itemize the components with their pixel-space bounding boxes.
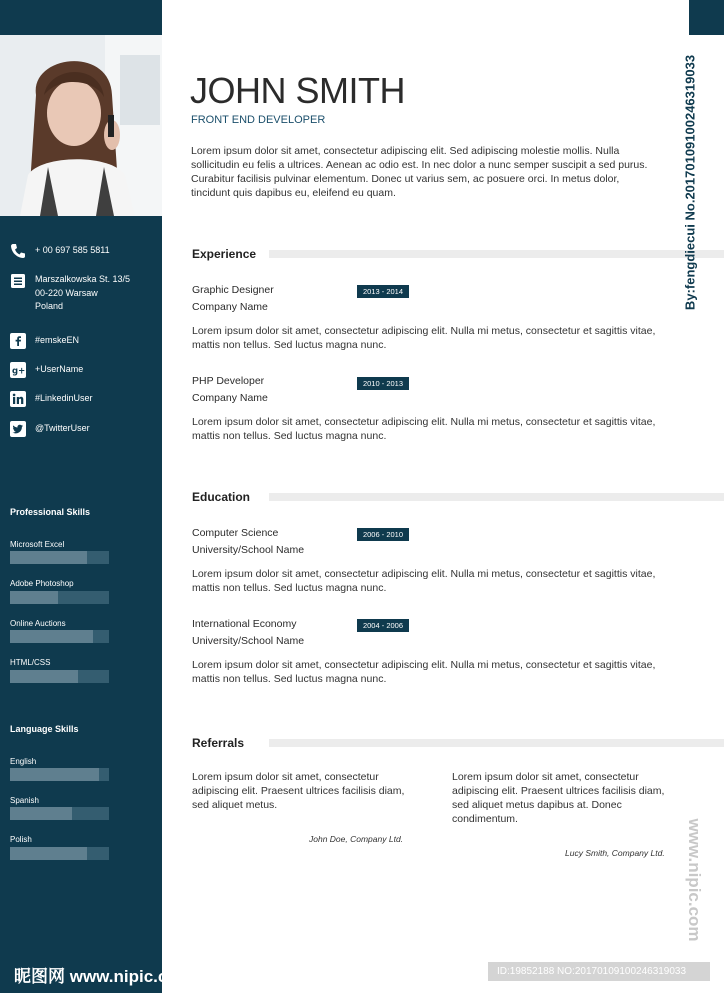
skill-label: Online Auctions [10, 619, 66, 628]
skill-bar-fill [10, 670, 78, 683]
language-bar-fill [10, 807, 72, 820]
language-label: Polish [10, 835, 32, 844]
skill-bar-fill [10, 591, 58, 604]
date-badge: 2013 - 2014 [357, 285, 409, 298]
education-heading: Education [192, 490, 251, 504]
skill-bar [10, 591, 109, 604]
intro-paragraph: Lorem ipsum dolor sit amet, consectetur adipiscing elit. Sed adipiscing molestie mollis. Nulla sollicitudin eu felis a ultrices. Aenean ac odio est. In nec dolor a nunc semper suscipit a sed purus. Curabitur facilisis pulvinar elementum. Donec ut varius sem, ac posuere orci. In metus dolor, tincidunt quis dapibus eu, eleifend eu quam. [191, 145, 648, 199]
skill-bar [10, 551, 109, 564]
company-name: Company Name [192, 301, 268, 313]
job-description: Lorem ipsum dolor sit amet, consectetur adipiscing elit. Nulla mi metus, consectetur et sagittis vitae, mattis non tellus. Sed luctus magna nunc. [192, 325, 656, 351]
job-description: Lorem ipsum dolor sit amet, consectetur adipiscing elit. Nulla mi metus, consectetur et sagittis vitae, mattis non tellus. Sed luctus magna nunc. [192, 416, 656, 442]
twitter-icon [10, 421, 26, 437]
person-name: JOHN SMITH [190, 70, 405, 111]
school-name: University/School Name [192, 635, 305, 647]
job-role: FRONT END DEVELOPER [191, 114, 326, 126]
section-divider [269, 739, 724, 747]
nipic-watermark-left: 昵图网 www.nipic.com [14, 967, 193, 986]
skill-bar-fill [10, 630, 93, 643]
google-plus-icon [10, 362, 26, 378]
nipic-watermark-side: www.nipic.com [685, 818, 704, 942]
skill-label: HTML/CSS [10, 658, 51, 667]
job-title: PHP Developer [192, 375, 265, 387]
referrals-heading: Referrals [192, 736, 245, 750]
language-bar [10, 847, 109, 860]
facebook-icon [10, 333, 26, 349]
address-icon [10, 273, 26, 289]
language-bar-fill [10, 847, 87, 860]
degree-title: International Economy [192, 618, 297, 630]
date-badge: 2010 - 2013 [357, 377, 409, 390]
facebook-handle: #emskeEN [35, 335, 80, 345]
referral-text: Lorem ipsum dolor sit amet, consectetur adipiscing elit. Praesent ultrices facilisis diam, sed aliquet metus dapibus at. Donec condimentum. [452, 771, 665, 825]
language-label: Spanish [10, 796, 39, 805]
phone-icon [10, 243, 26, 259]
school-name: University/School Name [192, 544, 305, 556]
skill-bar-fill [10, 551, 87, 564]
svg-text:g+: g+ [12, 366, 26, 377]
watermark-vertical: By:fengdiecui No.20170109100246319033 [682, 54, 698, 311]
skill-label: Adobe Photoshop [10, 579, 74, 588]
language-bar [10, 807, 109, 820]
referral-text: Lorem ipsum dolor sit amet, consectetur adipiscing elit. Praesent ultrices facilisis diam, sed aliquet metus. [192, 771, 405, 811]
skill-bar [10, 630, 109, 643]
degree-title: Computer Science [192, 527, 279, 539]
language-bar [10, 768, 109, 781]
job-title: Graphic Designer [192, 284, 274, 296]
linkedin-icon [10, 391, 26, 407]
education-description: Lorem ipsum dolor sit amet, consectetur adipiscing elit. Nulla mi metus, consectetur et sagittis vitae, mattis non tellus. Sed luctus magna nunc. [192, 659, 656, 685]
date-badge: 2004 - 2006 [357, 619, 409, 632]
language-skills-heading: Language Skills [10, 724, 79, 734]
company-name: Company Name [192, 392, 268, 404]
sidebar [0, 0, 193, 993]
referral-signature: Lucy Smith, Company Ltd. [565, 848, 665, 858]
experience-heading: Experience [192, 247, 257, 261]
section-divider [269, 250, 724, 258]
language-label: English [10, 757, 37, 766]
address-line-3: Poland [35, 301, 64, 311]
address-line-1: Marszalkowska St. 13/5 [35, 274, 131, 284]
skill-label: Microsoft Excel [10, 540, 65, 549]
skill-bar [10, 670, 109, 683]
address-line-2: 00-220 Warsaw [35, 288, 98, 298]
linkedin-handle: #LinkedinUser [35, 393, 93, 403]
professional-skills-heading: Professional Skills [10, 507, 91, 517]
twitter-handle: @TwitterUser [35, 423, 90, 433]
googleplus-handle: +UserName [35, 364, 84, 374]
referral-signature: John Doe, Company Ltd. [309, 834, 404, 844]
profile-photo [0, 35, 162, 216]
date-badge: 2006 - 2010 [357, 528, 409, 541]
section-divider [269, 493, 724, 501]
education-description: Lorem ipsum dolor sit amet, consectetur adipiscing elit. Nulla mi metus, consectetur et sagittis vitae, mattis non tellus. Sed luctus magna nunc. [192, 568, 656, 594]
language-bar-fill [10, 768, 99, 781]
nipic-id-watermark: ID:19852188 NO:20170109100246319033 [488, 962, 710, 981]
phone-number: + 00 697 585 5811 [35, 245, 110, 255]
